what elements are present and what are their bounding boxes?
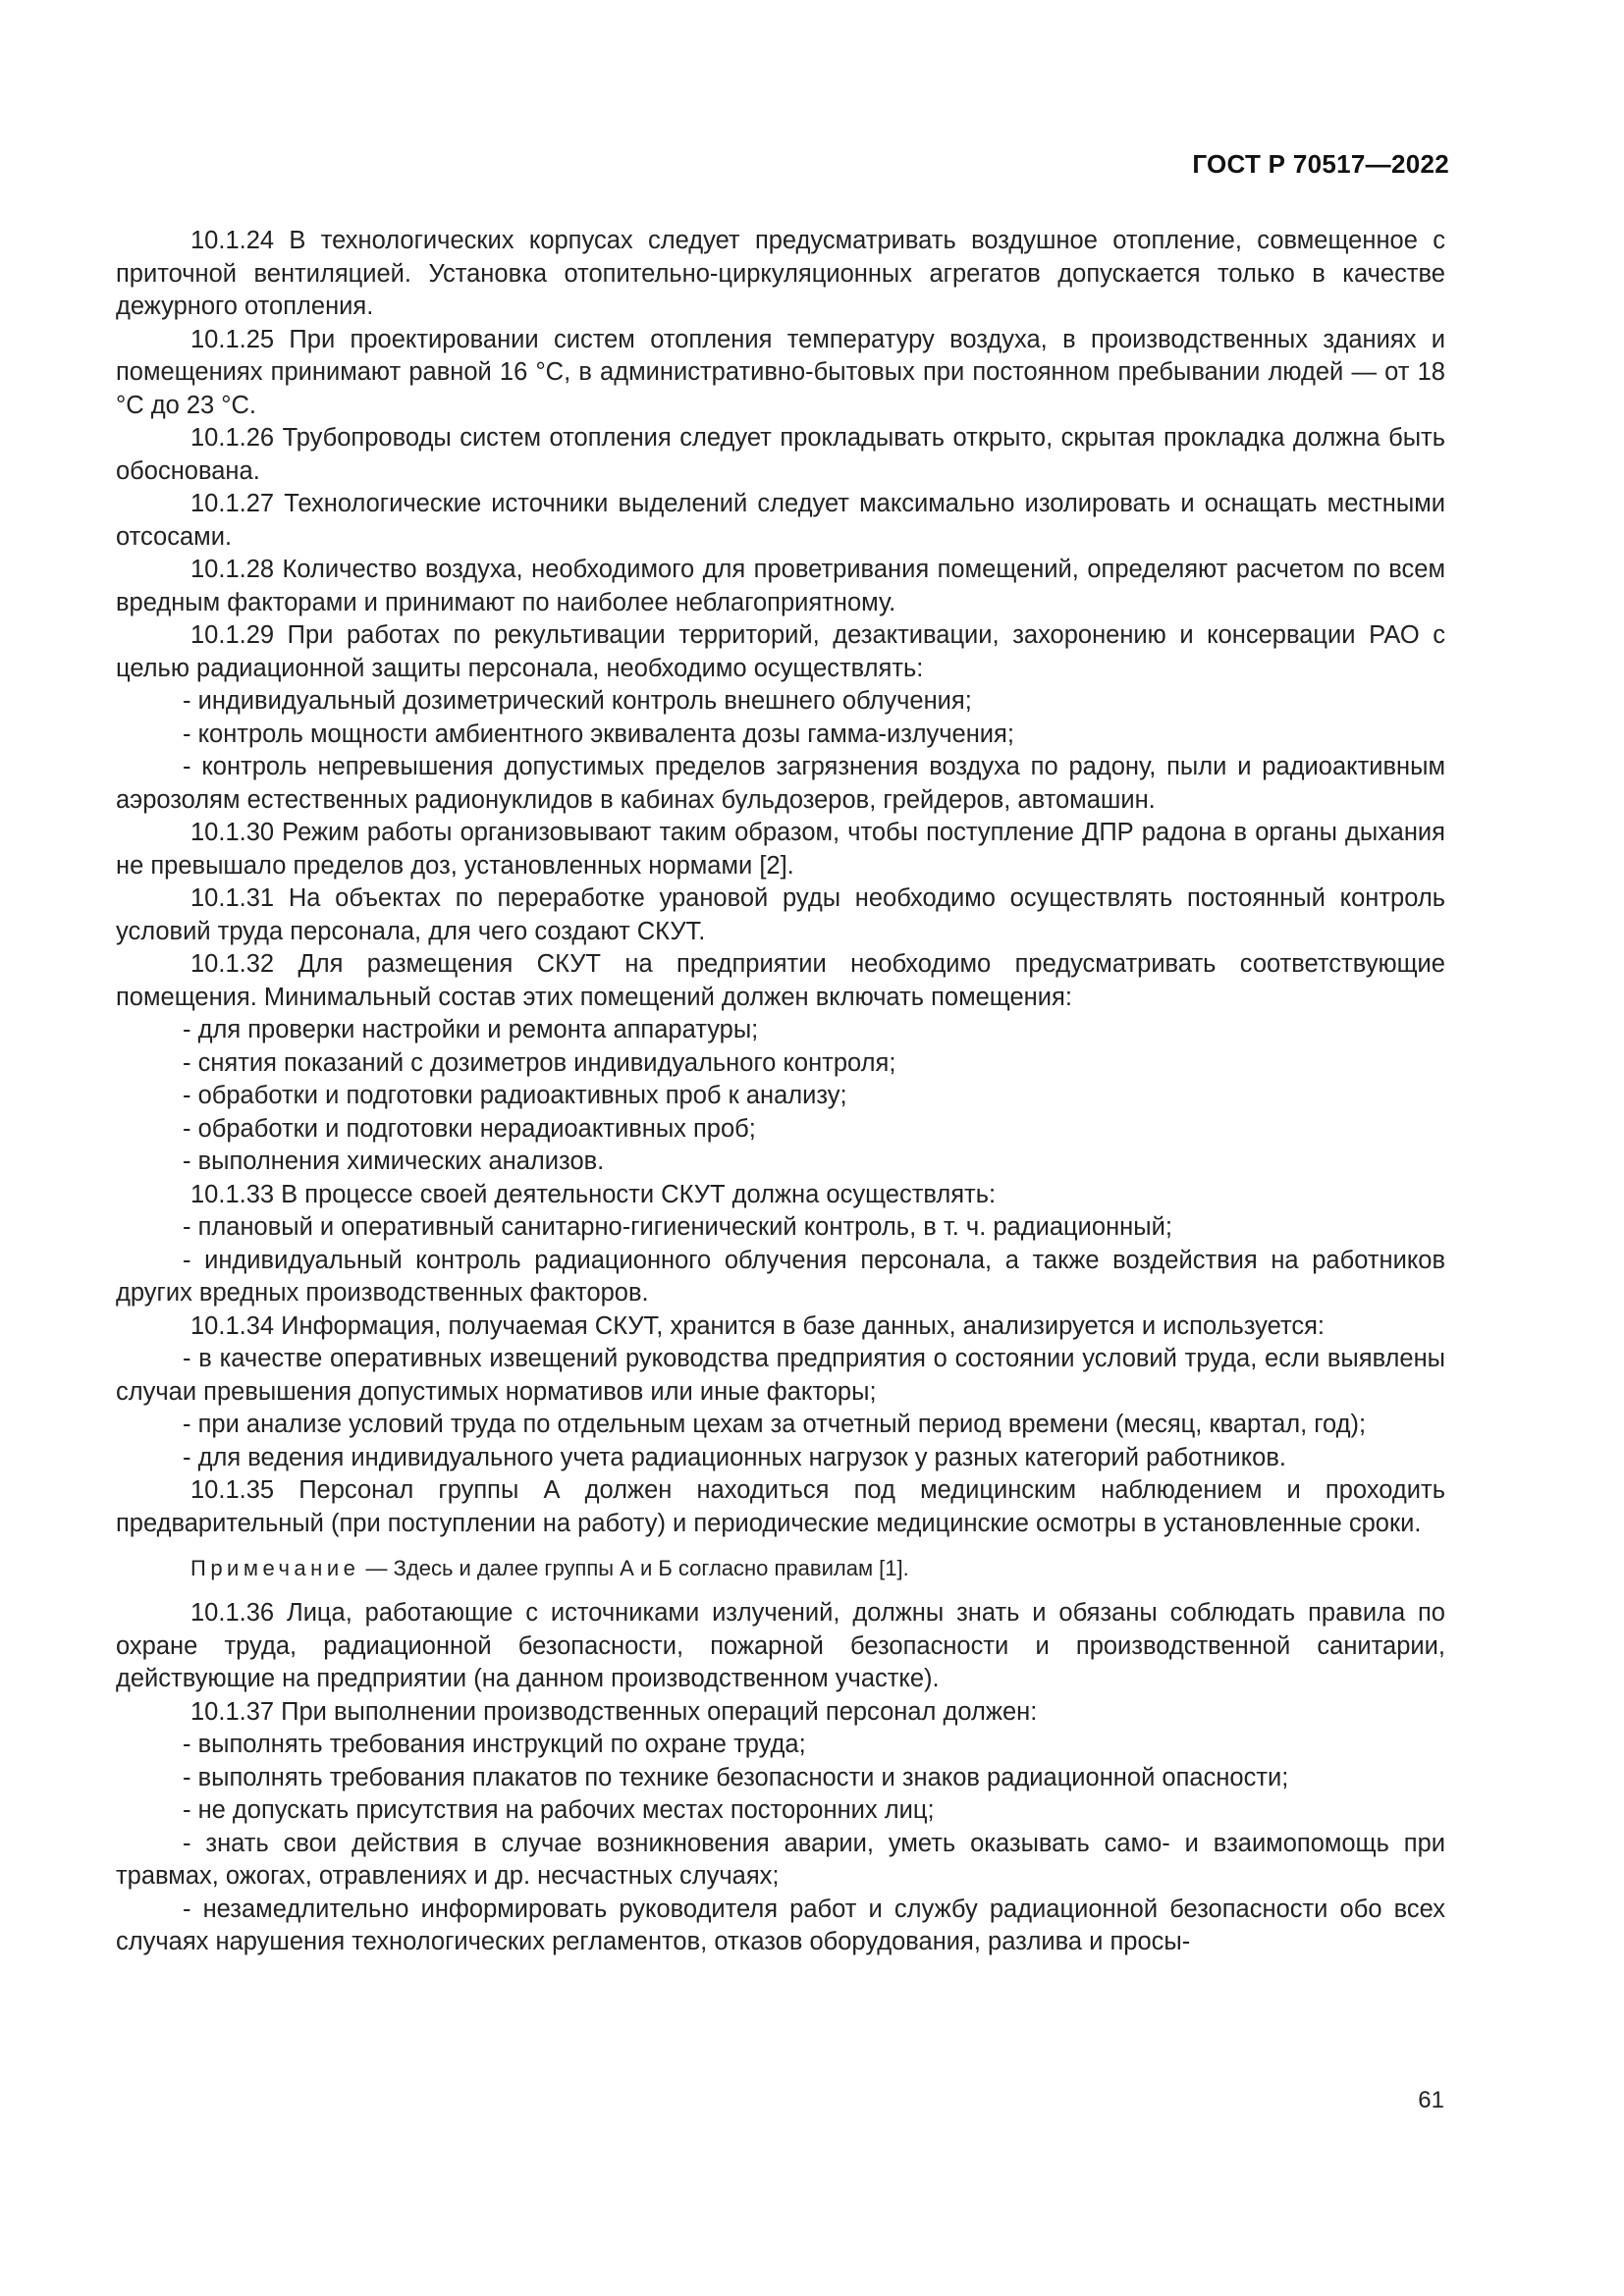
list-item: - при анализе условий труда по отдельным цехам за отчетный период времени (месяц, квартал, год); [183, 1411, 1367, 1438]
paragraph-10-1-37: 10.1.37 При выполнении производственных операций персонал должен: [190, 1697, 1038, 1726]
list-item: - для ведения индивидуального учета радиационных нагрузок у разных категорий работников. [183, 1443, 1286, 1471]
paragraph-10-1-26: 10.1.26 Трубопроводы систем отопления следует прокладывать открыто, скрытая прокладка должна быть обоснована. [116, 424, 1445, 485]
paragraph-10-1-24: 10.1.24 В технологических корпусах следует предусматривать воздушное отопление, совмещенное с приточной вентиляцией. Установка отопительно-циркуляционных агрегатов допускается только в качестве дежурного отопления. [116, 227, 1445, 320]
paragraph-10-1-27: 10.1.27 Технологические источники выделений следует максимально изолировать и оснащать местными отсосами. [116, 490, 1445, 551]
document-designation: ГОСТ Р 70517—2022 [1192, 149, 1449, 179]
list-item: - плановый и оперативный санитарно-гигиенический контроль, в т. ч. радиационный; [183, 1213, 1172, 1241]
paragraph-10-1-28: 10.1.28 Количество воздуха, необходимого для проветривания помещений, определяют расчетом по всем вредным факторами и принимают по наиболее неблагоприятному. [116, 556, 1445, 616]
paragraph-10-1-29: 10.1.29 При работах по рекультивации территорий, дезактивации, захоронению и консервации РАО с целью радиационной защиты персонала, необходимо осуществлять: [116, 621, 1445, 682]
paragraph-10-1-25: 10.1.25 При проектировании систем отопления температуру воздуха, в производственных зданиях и помещениях принимают равной 16 °С, в административно-бытовых при постоянном пребывании людей — от 18 °С до 23 °С. [116, 325, 1445, 419]
list-item: - снятия показаний с дозиметров индивидуального контроля; [183, 1048, 896, 1077]
paragraph-10-1-34: 10.1.34 Информация, получаемая СКУТ, хранится в базе данных, анализируется и используется: [190, 1311, 1326, 1340]
list-item: - выполнять требования инструкций по охране труда; [183, 1731, 806, 1758]
paragraph-10-1-36: 10.1.36 Лица, работающие с источниками излучений, должны знать и обязаны соблюдать правила по охране труда, радиационной безопасности, пожарной безопасности и производственной санитарии, действующие на предприятии (на данном производственном участке). [116, 1599, 1445, 1692]
list-item: - индивидуальный контроль радиационного облучения персонала, а также воздействия на работников других вредных производственных факторов. [116, 1246, 1445, 1307]
list-item: - выполнения химических анализов. [183, 1148, 605, 1175]
paragraph-10-1-31: 10.1.31 На объектах по переработке урановой руды необходимо осуществлять постоянный контроль условий труда персонала, для чего создают СКУТ. [116, 884, 1445, 945]
note-text: Здесь и далее группы А и Б согласно правилам [1]. [393, 1556, 909, 1580]
list-item: - незамедлительно информировать руководителя работ и службу радиационной безопасности обо всех случаях нарушения технологических регламентов, отказов оборудования, разлива и просы- [116, 1895, 1445, 1955]
list-item: - не допускать присутствия на рабочих местах посторонних лиц; [183, 1796, 935, 1824]
paragraph-10-1-30: 10.1.30 Режим работы организовывают таким образом, чтобы поступление ДПР радона в органы дыхания не превышало пределов доз, установленных нормами [2]. [116, 819, 1445, 880]
paragraph-10-1-33: 10.1.33 В процессе своей деятельности СКУТ должна осуществлять: [190, 1180, 997, 1208]
note-dash: — [365, 1556, 388, 1580]
list-item: - выполнять требования плакатов по технике безопасности и знаков радиационной опасности; [183, 1763, 1289, 1791]
list-item: - для проверки настройки и ремонта аппаратуры; [183, 1016, 759, 1043]
list-item: - индивидуальный дозиметрический контроль внешнего облучения; [183, 687, 972, 715]
list-item: - обработки и подготовки нерадиоактивных проб; [183, 1114, 756, 1143]
list-item: - в качестве оперативных извещений руководства предприятия о состоянии условий труда, если выявлены случаи превышения допустимых нормативов или иные факторы; [116, 1345, 1445, 1406]
page-number: 61 [1418, 2087, 1444, 2113]
list-item: - знать свои действия в случае возникновения аварии, уметь оказывать само- и взаимопомощь при травмах, ожогах, отравлениях и др. несчастных случаях; [116, 1829, 1445, 1890]
list-item: - обработки и подготовки радиоактивных проб к анализу; [183, 1082, 847, 1109]
note [116, 1554, 1445, 1583]
paragraph-10-1-32: 10.1.32 Для размещения СКУТ на предприятии необходимо предусматривать соответствующие помещения. Минимальный состав этих помещений должен включать помещения: [116, 950, 1445, 1011]
list-item: - контроль мощности амбиентного эквивалента дозы гамма-излучения; [183, 720, 1014, 748]
paragraph-10-1-35: 10.1.35 Персонал группы А должен находиться под медицинским наблюдением и проходить предварительный (при поступлении на работу) и периодические медицинские осмотры в установленные сроки. [116, 1476, 1445, 1537]
list-item: - контроль непревышения допустимых пределов загрязнения воздуха по радону, пыли и радиоактивным аэрозолям естественных радионуклидов в кабинах бульдозеров, грейдеров, автомашин. [116, 753, 1445, 814]
document-body [116, 225, 1445, 1959]
note-label: Примечание [190, 1556, 360, 1580]
